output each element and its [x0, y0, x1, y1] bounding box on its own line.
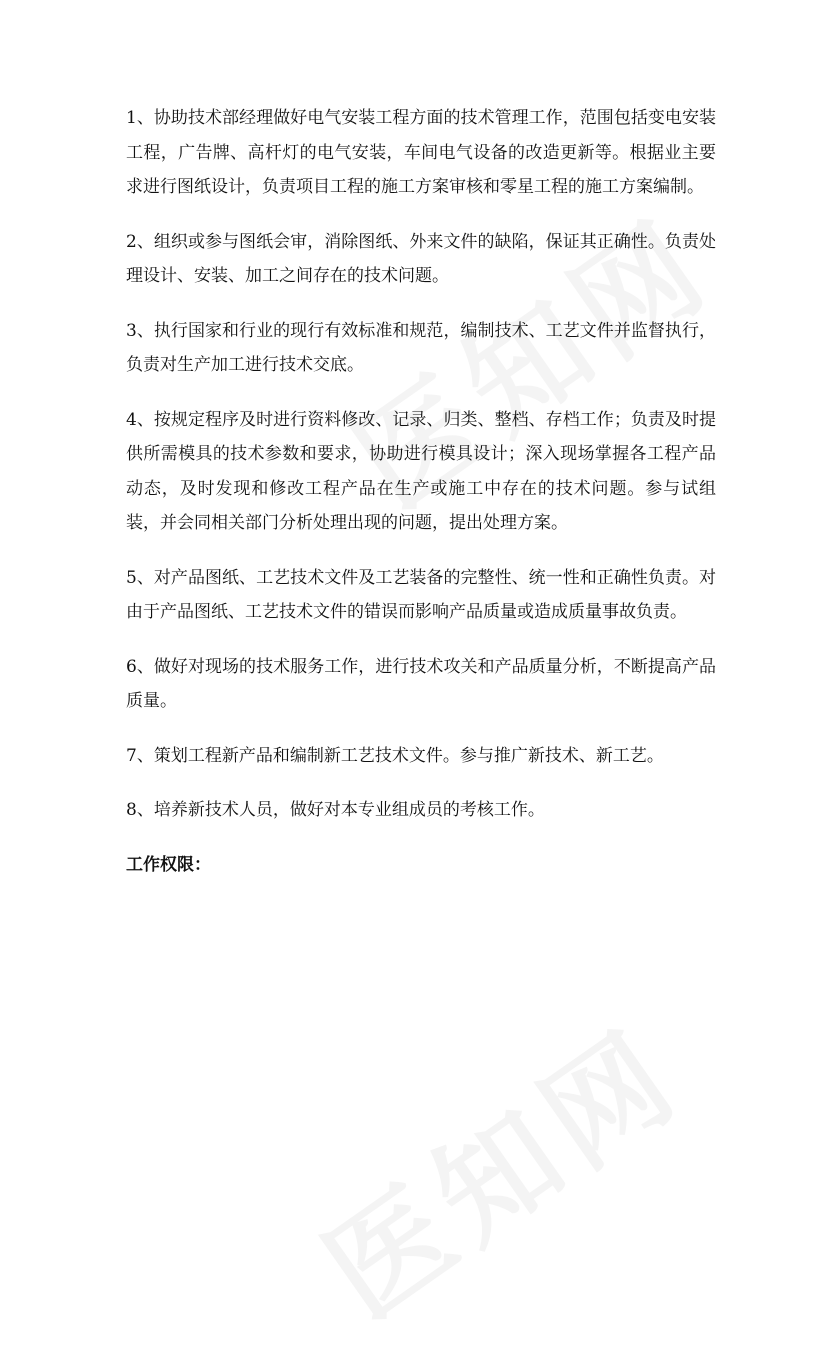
duty-item-4: 4、按规定程序及时进行资料修改、记录、归类、整档、存档工作；负责及时提供所需模具的技术参数和要求，协助进行模具设计；深入现场掌握各工程产品动态，及时发现和修改工程产品在生产或施工中存在的技术问题。参与试组装，并会同相关部门分析处理出现的问题，提出处理方案。	[126, 409, 716, 533]
document-body	[126, 101, 716, 882]
watermark-bottom	[286, 982, 709, 1350]
duty-item-8: 8、培养新技术人员，做好对本专业组成员的考核工作。	[126, 800, 545, 820]
section-heading-authority: 工作权限：	[126, 854, 211, 875]
duty-item-2: 2、组织或参与图纸会审，消除图纸、外来文件的缺陷，保证其正确性。负责处理设计、安装、加工之间存在的技术问题。	[126, 231, 716, 286]
duty-item-3: 3、执行国家和行业的现行有效标准和规范，编制技术、工艺文件并监督执行，负责对生产加工进行技术交底。	[126, 320, 716, 375]
duty-item-7: 7、策划工程新产品和编制新工艺技术文件。参与推广新技术、新工艺。	[126, 745, 664, 766]
duty-item-1: 1、协助技术部经理做好电气安装工程方面的技术管理工作，范围包括变电安装工程，广告牌、高杆灯的电气安装，车间电气设备的改造更新等。根据业主要求进行图纸设计，负责项目工程的施工方案审核和零星工程的施工方案编制。	[126, 108, 716, 197]
duty-item-6: 6、做好对现场的技术服务工作，进行技术攻关和产品质量分析，不断提高产品质量。	[126, 656, 716, 711]
duty-item-5: 5、对产品图纸、工艺技术文件及工艺装备的完整性、统一性和正确性负责。对由于产品图纸、工艺技术文件的错误而影响产品质量或造成质量事故负责。	[126, 567, 716, 622]
